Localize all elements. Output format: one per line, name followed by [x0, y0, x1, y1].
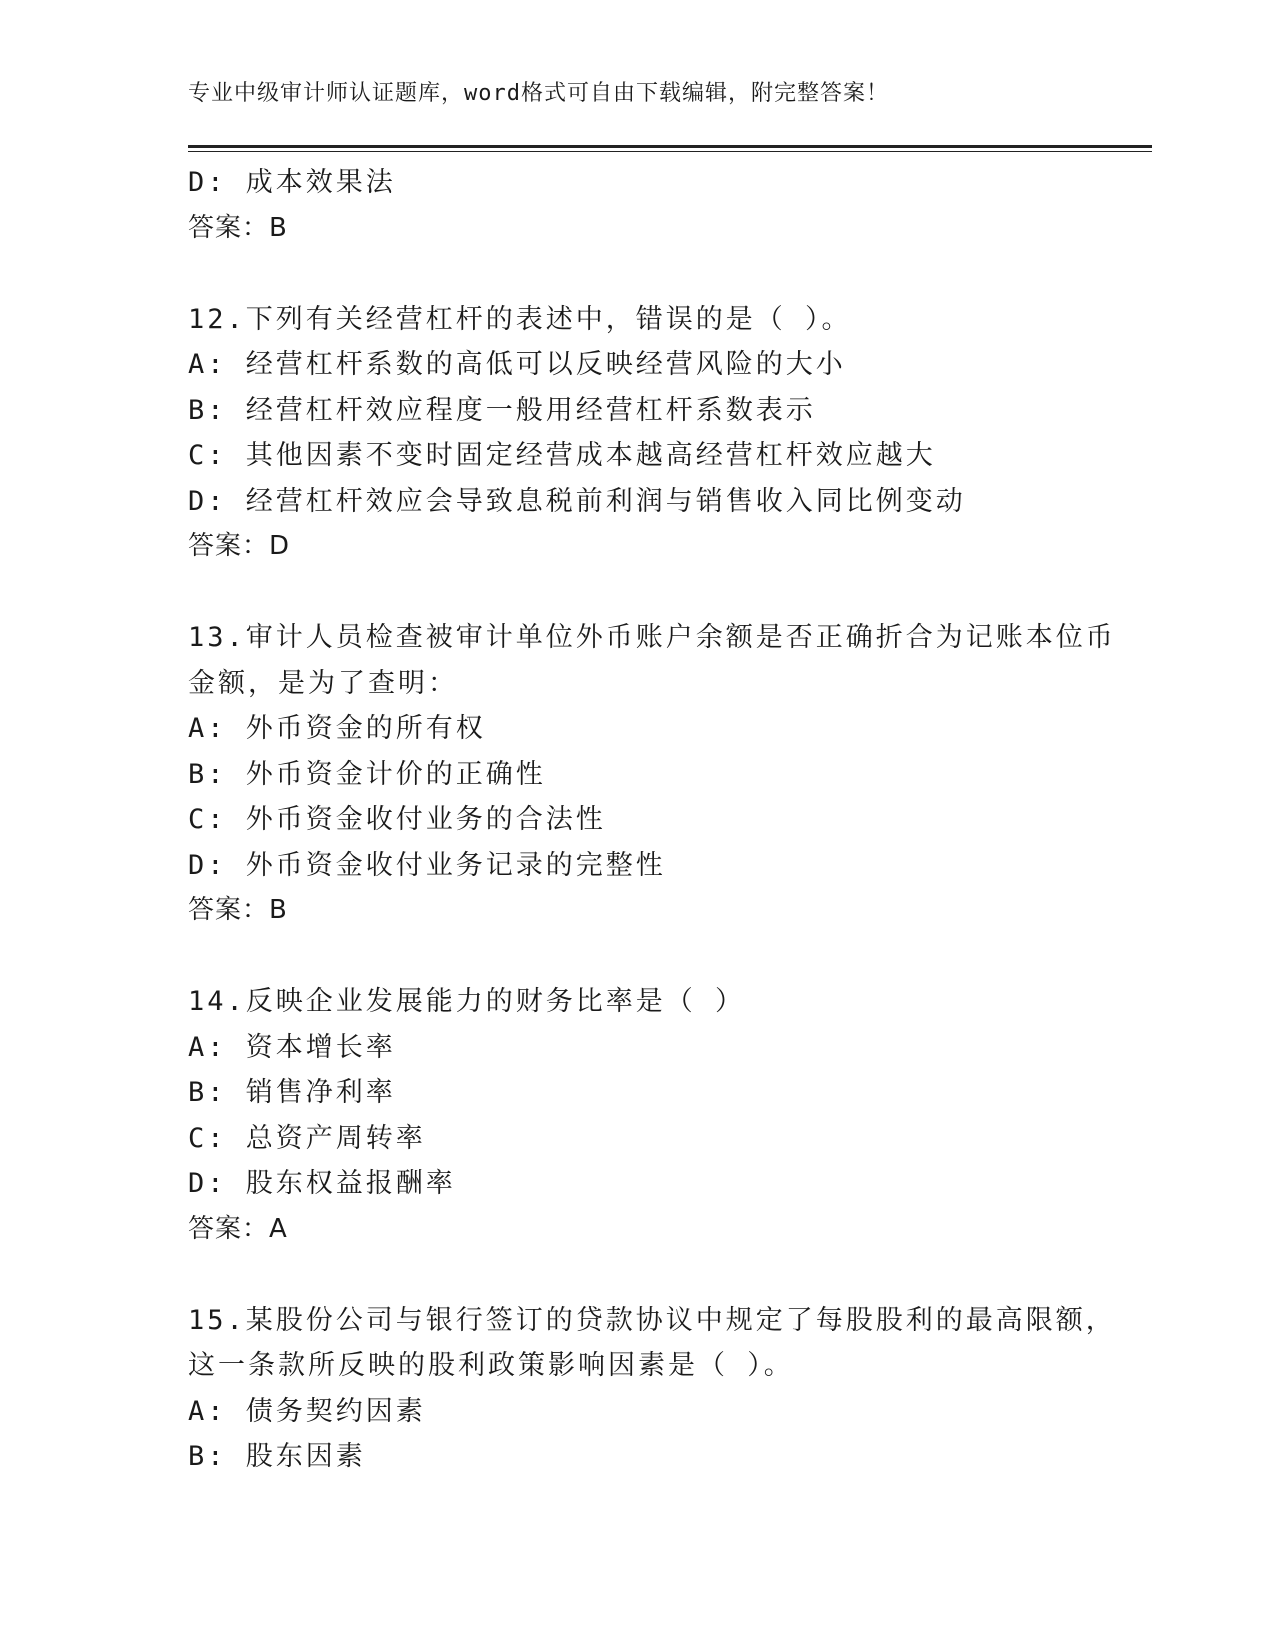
- question-12-option-c: C: 其他因素不变时固定经营成本越高经营杠杆效应越大: [188, 440, 936, 471]
- question-14-option-c: C: 总资产周转率: [188, 1122, 426, 1154]
- question-13-answer: 答案：B: [188, 895, 288, 925]
- question-13-stem-line2: 金额，是为了查明：: [188, 667, 458, 699]
- question-14-option-a: A: 资本增长率: [188, 1031, 396, 1063]
- question-13-option-a: A: 外币资金的所有权: [188, 713, 486, 744]
- question-14-stem: 14.反映企业发展能力的财务比率是（ ）: [188, 986, 746, 1017]
- spacer: [188, 570, 1148, 616]
- question-13-stem-line1: 13.审计人员检查被审计单位外币账户余额是否正确折合为记账本位币: [188, 622, 1116, 653]
- spacer: [188, 934, 1148, 980]
- page-header: 专业中级审计师认证题库，word格式可自由下载编辑，附完整答案！: [188, 81, 889, 106]
- question-15-stem-line2: 这一条款所反映的股利政策影响因素是（ ）。: [188, 1350, 794, 1381]
- spacer: [188, 251, 1148, 297]
- question-12-stem: 12.下列有关经营杠杆的表述中，错误的是（ ）。: [188, 303, 852, 335]
- question-15-stem-line1: 15.某股份公司与银行签订的贷款协议中规定了每股股利的最高限额，: [188, 1304, 1116, 1336]
- question-13-option-b: B: 外币资金计价的正确性: [188, 758, 546, 790]
- question-12-option-a: A: 经营杠杆系数的高低可以反映经营风险的大小: [188, 349, 846, 380]
- question-12-option-b: B: 经营杠杆效应程度一般用经营杠杆系数表示: [188, 394, 816, 426]
- question-14-answer: 答案：A: [188, 1213, 288, 1244]
- option-d: D: 成本效果法: [188, 167, 396, 198]
- question-13-option-d: D: 外币资金收付业务记录的完整性: [188, 849, 666, 881]
- answer: 答案：B: [188, 212, 288, 243]
- question-15-option-a: A: 债务契约因素: [188, 1395, 426, 1427]
- spacer: [188, 1252, 1148, 1298]
- question-14-option-d: D: 股东权益报酬率: [188, 1168, 456, 1199]
- question-13-option-c: C: 外币资金收付业务的合法性: [188, 804, 606, 835]
- question-14-option-b: B: 销售净利率: [188, 1077, 396, 1108]
- question-12-answer: 答案：D: [188, 531, 291, 561]
- question-content: [188, 160, 1148, 1480]
- question-15-option-b: B: 股东因素: [188, 1441, 366, 1472]
- header-divider: [188, 145, 1152, 148]
- header-divider-thin: [188, 151, 1152, 152]
- question-12-option-d: D: 经营杠杆效应会导致息税前利润与销售收入同比例变动: [188, 485, 966, 517]
